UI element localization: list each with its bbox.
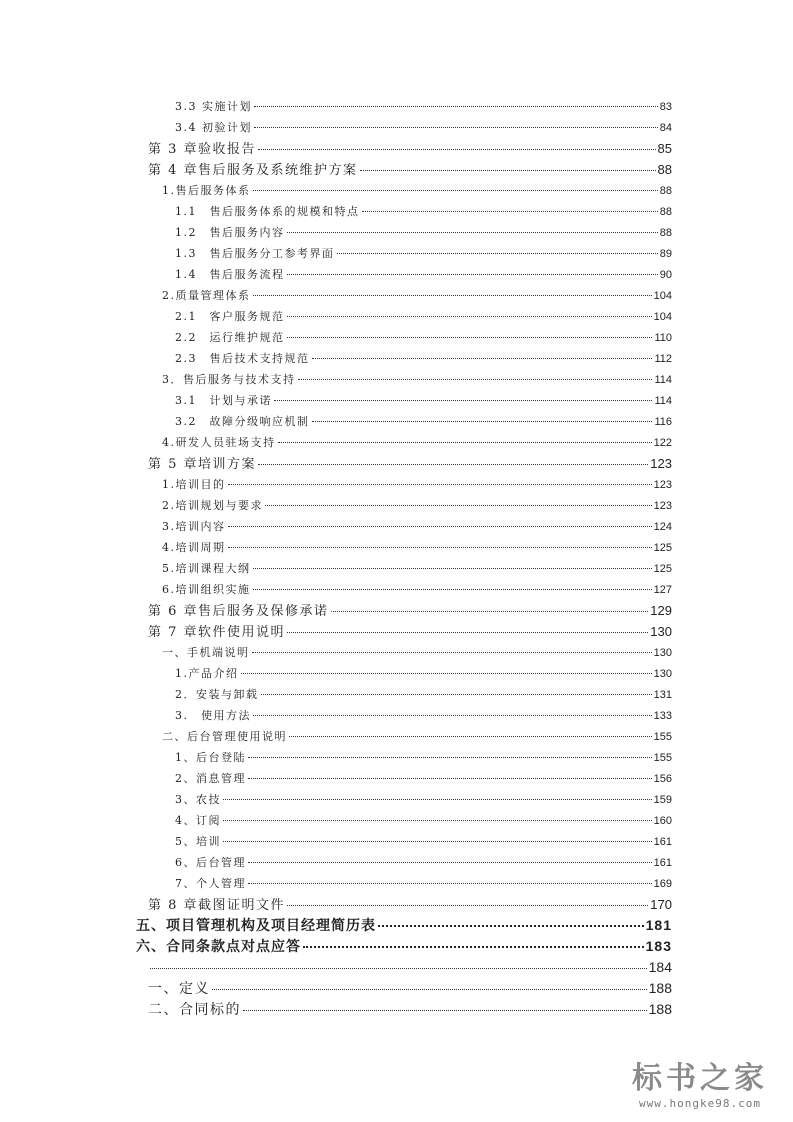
toc-entry-title: 1.2 售后服务内容 <box>175 226 285 239</box>
toc-leader-dots <box>223 841 652 842</box>
toc-entry[interactable] <box>175 768 672 789</box>
toc-entry-title: 2.2 运行维护规范 <box>175 331 285 344</box>
toc-entry-page: 88 <box>657 162 672 177</box>
toc-entry[interactable] <box>148 138 672 159</box>
toc-leader-dots <box>312 421 653 422</box>
toc-leader-dots <box>362 211 658 212</box>
toc-entry-title: 3.2 故障分级响应机制 <box>175 415 310 428</box>
toc-entry[interactable] <box>175 705 672 726</box>
toc-entry-page: 116 <box>654 416 672 428</box>
toc-entry-title: 4.培训周期 <box>162 541 226 554</box>
toc-entry-title: 第 5 章培训方案 <box>148 457 257 472</box>
toc-entry[interactable] <box>148 957 672 978</box>
toc-entry[interactable] <box>175 747 672 768</box>
toc-entry-page: 130 <box>653 647 672 659</box>
toc-entry-page: 129 <box>650 603 672 618</box>
toc-entry[interactable] <box>175 684 672 705</box>
toc-entry-page: 161 <box>653 857 672 869</box>
toc-entry-title: 2.培训规划与要求 <box>162 499 263 512</box>
toc-leader-dots <box>287 232 658 233</box>
toc-entry-page: 125 <box>653 542 672 554</box>
toc-entry[interactable] <box>175 390 672 411</box>
toc-entry[interactable] <box>148 159 672 180</box>
toc-leader-dots <box>287 274 658 275</box>
toc-entry-page: 155 <box>653 731 672 743</box>
toc-entry[interactable] <box>175 831 672 852</box>
toc-entry[interactable] <box>175 789 672 810</box>
toc-entry[interactable] <box>148 600 672 621</box>
toc-entry[interactable] <box>162 369 672 390</box>
toc-entry-title: 2.3 售后技术支持规范 <box>175 352 310 365</box>
toc-entry-page: 88 <box>659 206 672 218</box>
toc-entry-page: 123 <box>650 456 672 471</box>
toc-leader-dots <box>258 149 655 150</box>
toc-entry-page: 88 <box>659 227 672 239</box>
toc-leader-dots <box>265 505 652 506</box>
toc-leader-dots <box>253 295 652 296</box>
toc-entry-title: 六、合同条款点对点应答 <box>136 939 301 955</box>
toc-entry-title: 1.4 售后服务流程 <box>175 268 285 281</box>
toc-entry[interactable] <box>175 96 672 117</box>
toc-leader-dots <box>252 652 652 653</box>
toc-leader-dots <box>254 106 658 107</box>
toc-entry[interactable] <box>162 180 672 201</box>
toc-entry-title: 第 4 章售后服务及系统维护方案 <box>148 163 358 178</box>
toc-entry-page: 114 <box>654 395 672 407</box>
toc-entry-title: 二、合同标的 <box>148 1002 241 1018</box>
toc-entry[interactable] <box>162 537 672 558</box>
toc-entry-page: 159 <box>653 794 672 806</box>
toc-entry-title: 2.1 客户服务规范 <box>175 310 285 323</box>
toc-entry-page: 125 <box>653 563 672 575</box>
toc-entry[interactable] <box>162 285 672 306</box>
toc-entry[interactable] <box>175 243 672 264</box>
toc-entry-page: 90 <box>659 269 672 281</box>
toc-entry-title: 第 7 章软件使用说明 <box>148 625 286 640</box>
toc-entry-page: 170 <box>650 897 672 912</box>
toc-entry-page: 84 <box>659 122 672 134</box>
toc-entry-page: 188 <box>648 980 672 996</box>
toc-entry-title: 1.3 售后服务分工参考界面 <box>175 247 335 260</box>
toc-entry-title: 1.培训目的 <box>162 478 226 491</box>
toc-entry[interactable] <box>175 264 672 285</box>
toc-entry-page: 188 <box>648 1001 672 1017</box>
toc-leader-dots <box>150 968 647 969</box>
toc-entry-page: 83 <box>659 101 672 113</box>
toc-leader-dots <box>253 715 652 716</box>
toc-entry-title: 第 8 章截图证明文件 <box>148 898 286 913</box>
toc-entry-title: 1.1 售后服务体系的规模和特点 <box>175 205 360 218</box>
toc-entry-page: 131 <box>653 689 672 701</box>
toc-entry-title: 一、手机端说明 <box>162 646 250 659</box>
toc-entry-page: 181 <box>645 917 672 933</box>
watermark-logo <box>625 1061 775 1110</box>
toc-entry[interactable] <box>175 327 672 348</box>
toc-entry[interactable] <box>175 663 672 684</box>
toc-entry-title: 2．安装与卸载 <box>175 688 259 701</box>
toc-entry-title: 2.质量管理体系 <box>162 289 251 302</box>
toc-entry-title: 4、订阅 <box>175 814 221 827</box>
toc-leader-dots <box>312 358 653 359</box>
toc-entry[interactable] <box>162 474 672 495</box>
toc-leader-dots <box>241 673 652 674</box>
toc-entry[interactable] <box>162 726 672 747</box>
toc-entry-page: 110 <box>654 332 672 344</box>
toc-entry-page: 127 <box>653 584 672 596</box>
toc-entry-page: 89 <box>659 248 672 260</box>
toc-entry-title: 3. 使用方法 <box>175 709 251 722</box>
toc-entry-title: 二、后台管理使用说明 <box>162 730 287 743</box>
toc-entry[interactable] <box>162 558 672 579</box>
toc-entry[interactable] <box>175 873 672 894</box>
toc-entry[interactable] <box>175 201 672 222</box>
toc-entry[interactable] <box>175 852 672 873</box>
toc-entry[interactable] <box>148 621 672 642</box>
toc-entry-title: 3、农技 <box>175 793 221 806</box>
toc-entry[interactable] <box>148 453 672 474</box>
toc-leader-dots <box>303 946 644 948</box>
toc-leader-dots <box>243 1010 647 1011</box>
toc-entry-title: 5、培训 <box>175 835 221 848</box>
toc-entry-title: 7、个人管理 <box>175 877 246 890</box>
toc-entry[interactable] <box>175 411 672 432</box>
toc-entry-title: 4.研发人员驻场支持 <box>162 436 276 449</box>
toc-leader-dots <box>228 484 652 485</box>
toc-entry[interactable] <box>175 348 672 369</box>
toc-entry-page: 133 <box>653 710 672 722</box>
watermark-url: www.hongke98.com <box>639 1097 761 1110</box>
toc-entry[interactable] <box>162 516 672 537</box>
toc-entry[interactable] <box>175 306 672 327</box>
toc-entry[interactable] <box>136 915 672 936</box>
toc-entry[interactable] <box>148 999 672 1020</box>
toc-leader-dots <box>278 442 652 443</box>
toc-entry[interactable] <box>175 222 672 243</box>
toc-leader-dots <box>287 316 652 317</box>
toc-leader-dots <box>228 547 652 548</box>
toc-entry-page: 130 <box>650 624 672 639</box>
toc-entry-title: 3.4 初验计划 <box>175 121 252 134</box>
toc-leader-dots <box>337 253 658 254</box>
toc-entry-title: 3．售后服务与技术支持 <box>162 373 296 386</box>
watermark-title: 标书之家 <box>632 1061 768 1096</box>
toc-leader-dots <box>253 589 652 590</box>
toc-entry-page: 184 <box>648 959 672 975</box>
toc-entry-page: 160 <box>653 815 672 827</box>
toc-entry[interactable] <box>162 579 672 600</box>
toc-leader-dots <box>248 757 652 758</box>
toc-leader-dots <box>228 526 652 527</box>
toc-entry-page: 85 <box>657 141 672 156</box>
toc-leader-dots <box>223 820 652 821</box>
toc-leader-dots <box>248 883 652 884</box>
toc-entry-page: 104 <box>653 311 672 323</box>
toc-entry-title: 一、定义 <box>148 981 210 997</box>
toc-entry[interactable] <box>162 495 672 516</box>
toc-leader-dots <box>212 989 647 990</box>
toc-leader-dots <box>289 736 652 737</box>
toc-leader-dots <box>331 611 649 612</box>
toc-leader-dots <box>287 905 648 906</box>
toc-entry-title: 2、消息管理 <box>175 772 246 785</box>
toc-entry-title: 1、后台登陆 <box>175 751 246 764</box>
toc-leader-dots <box>274 400 652 401</box>
toc-entry-title: 6.培训组织实施 <box>162 583 251 596</box>
toc-leader-dots <box>253 190 658 191</box>
toc-entry-title: 1.产品介绍 <box>175 667 239 680</box>
toc-entry-page: 161 <box>653 836 672 848</box>
toc-entry-page: 124 <box>653 521 672 533</box>
toc-entry-title: 第 6 章售后服务及保修承诺 <box>148 604 329 619</box>
toc-leader-dots <box>258 464 648 465</box>
toc-entry-title: 3.培训内容 <box>162 520 226 533</box>
toc-leader-dots <box>287 337 653 338</box>
toc-leader-dots <box>248 862 652 863</box>
toc-entry-page: 169 <box>653 878 672 890</box>
toc-entry-page: 88 <box>659 185 672 197</box>
toc-leader-dots <box>248 778 652 779</box>
toc-entry-page: 156 <box>653 773 672 785</box>
toc-leader-dots <box>378 925 644 927</box>
toc-entry[interactable] <box>136 936 672 957</box>
toc-entry[interactable] <box>162 642 672 663</box>
toc-entry[interactable] <box>162 432 672 453</box>
toc-entry-title: 5.培训课程大纲 <box>162 562 251 575</box>
toc-entry-page: 123 <box>653 479 672 491</box>
toc-leader-dots <box>261 694 652 695</box>
toc-entry-page: 155 <box>653 752 672 764</box>
toc-entry[interactable] <box>148 894 672 915</box>
toc-entry[interactable] <box>148 978 672 999</box>
toc-entry-title: 6、后台管理 <box>175 856 246 869</box>
toc-entry-page: 104 <box>653 290 672 302</box>
toc-leader-dots <box>253 568 652 569</box>
toc-leader-dots <box>298 379 653 380</box>
toc-entry-page: 112 <box>654 353 672 365</box>
toc-entry-page: 123 <box>653 500 672 512</box>
toc-entry-title: 3.3 实施计划 <box>175 100 252 113</box>
toc-leader-dots <box>223 799 652 800</box>
toc-leader-dots <box>254 127 658 128</box>
toc-entry[interactable] <box>175 117 672 138</box>
toc-leader-dots <box>287 632 648 633</box>
toc-entry-title: 第 3 章验收报告 <box>148 142 257 157</box>
toc-entry-page: 130 <box>653 668 672 680</box>
toc-entry[interactable] <box>175 810 672 831</box>
toc-leader-dots <box>360 170 656 171</box>
toc-entry-page: 122 <box>653 437 672 449</box>
toc-entry-title: 1.售后服务体系 <box>162 184 251 197</box>
toc-entry-page: 183 <box>645 938 672 954</box>
toc-entry-page: 114 <box>654 374 672 386</box>
toc-entry-title: 3.1 计划与承诺 <box>175 394 272 407</box>
toc-entry-title: 五、项目管理机构及项目经理简历表 <box>136 918 376 934</box>
